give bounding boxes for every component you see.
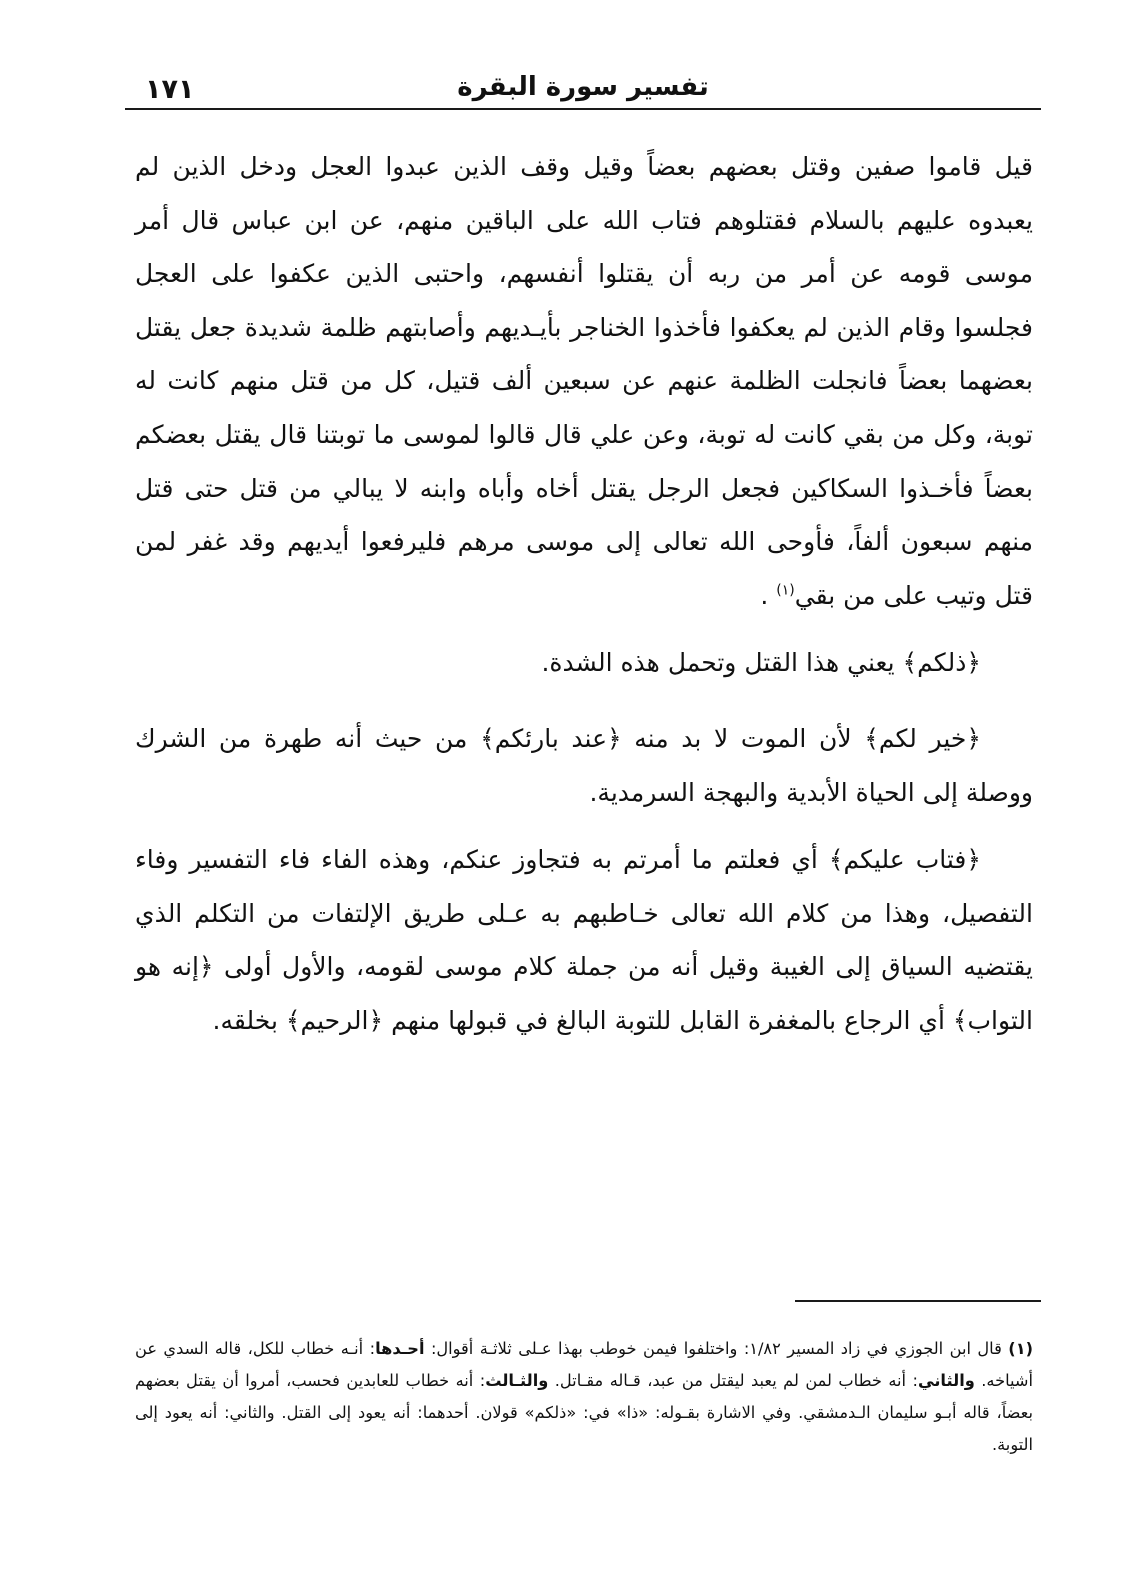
page-header (125, 62, 1041, 112)
footnote-reference: (١) (776, 582, 795, 599)
footnote-label-first: أحـدها (375, 1339, 425, 1358)
paragraph-4: ﴿فتاب عليكم﴾ أي فعلتم ما أمرتم به فتجاوز عنكم، وهذه الفاء فاء التفسير وفاء التفصيل، وهذا من كلام الله تعالى خـاطبهم به عـلى طريق الإلتفات من التكلم الذي يقتضيه السياق إلى الغيبة وقيل أنه من جملة كلام موسى لقومه، والأول أولى ﴿إنه هو التواب﴾ أي الرجاع بالمغفرة القابل للتوبة البالغ في قبولها منهم ﴿الرحيم﴾ بخلقه. (135, 845, 1033, 1035)
footnote-text-c: : أنه خطاب لمن لم يعبد ليقتل من عبد، قـاله مقـاتل. (548, 1371, 918, 1390)
footnote-label-third: والثـالث (485, 1371, 549, 1390)
footnote-rule (795, 1300, 1041, 1302)
paragraph-3: ﴿خير لكم﴾ لأن الموت لا بد منه ﴿عند بارئكم﴾ من حيث أنه طهرة من الشرك ووصلة إلى الحياة الأبدية والبهجة السرمدية. (135, 723, 1033, 807)
footnote-1 (135, 1333, 1033, 1461)
footnotes (135, 1333, 1033, 1461)
footnote-text-a: قال ابن الجوزي في زاد المسير ١/٨٢: واختلفوا فيمن خوطب بهذا عـلى ثلاثـة أقوال: (424, 1339, 1009, 1358)
footnote-text-b: : أنـه خطاب للكل، قاله السدي عن أشياخه. (135, 1339, 1033, 1390)
footnote-text-d: : أنه خطاب للعابدين فحسب، أمروا أن يقتل بعضهم بعضاً، قاله أبـو سليمان الـدمشقي. وفي الاشارة بقـوله: «ذا» في: «ذلكم» قولان. أحدهما: أنه يعود إلى القتل. والثاني: أنه يعود إلى التوبة. (135, 1371, 1033, 1454)
paragraph-1-end: . (760, 580, 777, 610)
paragraph-2: ﴿ذلكم﴾ يعني هذا القتل وتحمل هذه الشدة. (541, 648, 981, 678)
paragraph-1-text: قيل قاموا صفين وقتل بعضهم بعضاً وقيل وقف الذين عبدوا العجل ودخل الذين لم يعبدوه عليهم بالسلام فقتلوهم فتاب الله على الباقين منهم، عن ابن عباس قال أمر موسى قومه عن أمر من ربه أن يقتلوا أنفسهم، واحتبى الذين عكفوا على العجل فجلسوا وقام الذين لم يعكفوا فأخذوا الخناجر بأيـديهم وأصابتهم ظلمة شديدة جعل يقتل بعضهما بعضاً فانجلت الظلمة عنهم عن سبعين ألف قتيل، كل من قتل منهم كانت له توبة، وكل من بقي كانت له توبة، وعن علي قال قالوا لموسى ما توبتنا قال يقتل بعضكم بعضاً فأخـذوا السكاكين فجعل الرجل يقتل أخاه وأباه وابنه لا يبالي من قتل حتى قتل منهم سبعون ألفاً، فأوحى الله تعالى إلى موسى مرهم فليرفعوا أيديهم وقد غفر لمن قتل وتيب على من بقي (135, 152, 1033, 610)
running-title: تفسير سورة البقرة (457, 72, 709, 102)
header-rule (125, 108, 1041, 110)
paragraph-1 (135, 140, 1033, 622)
page-number: ١٧١ (145, 74, 195, 105)
footnote-number: (١) (1008, 1339, 1033, 1358)
main-text (135, 140, 1033, 1048)
footnote-label-second: والثاني (917, 1371, 975, 1390)
